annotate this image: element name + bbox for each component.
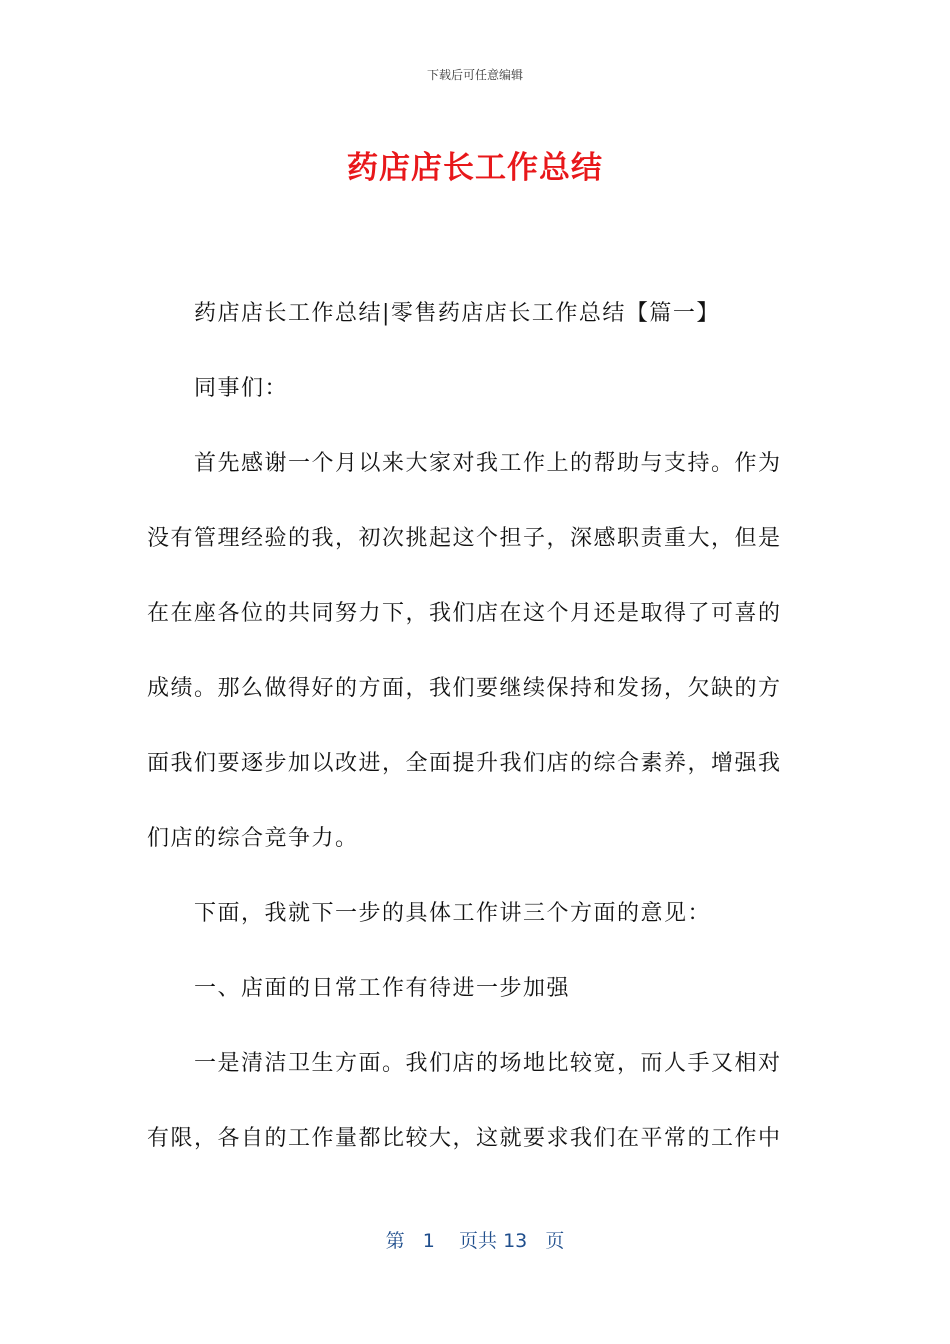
footer-prefix: 第: [385, 1230, 405, 1252]
paragraph-line: 在在座各位的共同努力下，我们店在这个月还是取得了可喜的: [147, 601, 782, 626]
paragraph: [147, 951, 790, 1026]
paragraph-line: 首先感谢一个月以来大家对我工作上的帮助与支持。作为: [194, 451, 782, 476]
paragraph-line: 有限，各自的工作量都比较大，这就要求我们在平常的工作中: [147, 1126, 782, 1151]
page-footer: [0, 1226, 950, 1253]
paragraph: [147, 876, 790, 951]
footer-total-pages: 13: [503, 1230, 528, 1252]
paragraph-line: 一、店面的日常工作有待进一步加强: [194, 976, 571, 1001]
paragraph: [147, 426, 790, 876]
paragraph: [147, 276, 790, 351]
paragraph-line: 没有管理经验的我，初次挑起这个担子，深感职责重大，但是: [147, 526, 782, 551]
paragraph: [147, 351, 790, 426]
header-note: 下载后可任意编辑: [426, 68, 523, 82]
footer-suffix: 页: [545, 1230, 565, 1252]
footer-page-number: 1: [422, 1230, 435, 1252]
document-title: 药店店长工作总结: [347, 150, 603, 186]
paragraph-line: 面我们要逐步加以改进，全面提升我们店的综合素养，增强我: [147, 751, 782, 776]
paragraph-line: 同事们：: [194, 376, 289, 401]
paragraph-line: 一是清洁卫生方面。我们店的场地比较宽，而人手又相对: [194, 1051, 782, 1076]
paragraph-line: 下面，我就下一步的具体工作讲三个方面的意见：: [194, 901, 712, 926]
paragraph-line: 们店的综合竞争力。: [147, 826, 359, 851]
document-body: [147, 276, 790, 1176]
paragraph-line: 药店店长工作总结|零售药店店长工作总结【篇一】: [194, 301, 720, 326]
paragraph-line: 成绩。那么做得好的方面，我们要继续保持和发扬，欠缺的方: [147, 676, 782, 701]
paragraph: [147, 1026, 790, 1176]
footer-middle: 页共: [459, 1230, 498, 1252]
